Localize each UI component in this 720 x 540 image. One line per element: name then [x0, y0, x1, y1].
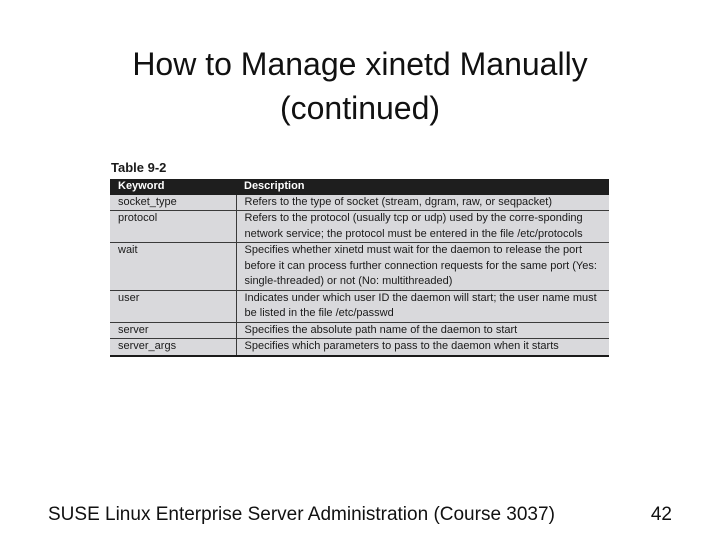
keyword-table: [110, 179, 609, 355]
description-cell: Specifies which parameters to pass to the daemon when it starts: [244, 340, 559, 352]
slide-title: [40, 42, 680, 130]
column-header-description: Description: [236, 179, 609, 195]
table-row: [110, 211, 609, 243]
keyword-table-container: [110, 179, 609, 357]
table-row: [110, 195, 609, 211]
table-row: [110, 243, 609, 291]
table-header-row: [110, 179, 609, 195]
table-row: [110, 290, 609, 322]
keyword-cell: socket_type: [110, 195, 236, 211]
keyword-cell: protocol: [110, 211, 236, 243]
slide-title-line2: (continued): [279, 90, 441, 126]
keyword-cell: server: [110, 322, 236, 339]
table-row: [110, 322, 609, 339]
page-number: 42: [650, 504, 672, 525]
description-cell: Refers to the type of socket (stream, dgram, raw, or seqpacket): [236, 195, 609, 211]
table-row: [110, 339, 609, 355]
description-cell: Indicates under which user ID the daemon will start; the user name must be listed in the file /etc/passwd: [236, 290, 609, 322]
keyword-cell: user: [110, 290, 236, 322]
column-header-keyword: Keyword: [110, 179, 236, 195]
description-cell: Specifies whether xinetd must wait for the daemon to release the port before it can process further connection requests for the same port (Yes: single-threaded) or not (No: multithreaded): [236, 243, 609, 291]
slide-footer: SUSE Linux Enterprise Server Administration (Course 3037): [48, 504, 555, 525]
description-cell: Specifies the absolute path name of the daemon to start: [236, 322, 609, 339]
table-caption: Table 9-2: [111, 160, 167, 175]
description-cell: Refers to the protocol (usually tcp or udp) used by the corre-sponding network service; the protocol must be entered in the file /etc/protocols: [236, 211, 609, 243]
keyword-cell: server_args: [110, 339, 236, 355]
keyword-cell: wait: [110, 243, 236, 291]
slide-title-line1: How to Manage xinetd Manually: [132, 46, 588, 82]
